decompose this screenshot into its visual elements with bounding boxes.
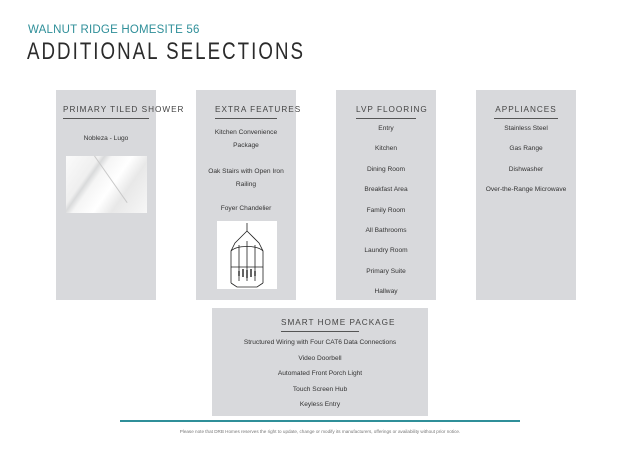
list-item: Keyless Entry (299, 401, 341, 409)
list-item: Automated Front Porch Light (277, 370, 363, 378)
page-title: ADDITIONAL SELECTIONS (27, 38, 306, 65)
footer-divider (120, 420, 520, 422)
card-lvp-flooring (336, 90, 436, 300)
card-title-appliances: APPLIANCES (494, 105, 558, 119)
list-item: Gas Range (509, 145, 543, 153)
list-item: Stainless Steel (504, 125, 548, 132)
disclaimer-note: Please note that DRB Homes reserves the right to update, change or modify its manufacturers, offerings or availability without prior notice. (179, 429, 461, 434)
homesite-subtitle: WALNUT RIDGE HOMESITE 56 (28, 24, 200, 36)
list-item: Entry (378, 125, 394, 132)
list-item: Kitchen (375, 145, 397, 153)
card-title-primary-tiled-shower: PRIMARY TILED SHOWER (63, 105, 149, 119)
chandelier-image (217, 221, 277, 289)
card-primary-tiled-shower (56, 90, 185, 300)
extra-feature-item: Oak Stairs with Open Iron Railing (208, 168, 284, 188)
appliances-list (476, 124, 576, 206)
list-item: Touch Screen Hub (292, 385, 348, 393)
extra-feature-item: Kitchen Convenience Package (214, 129, 278, 149)
list-item: Family Room (366, 206, 406, 214)
list-item: Over-the-Range Microwave (485, 186, 567, 194)
smart-home-list (212, 338, 428, 416)
list-item: Primary Suite (366, 267, 406, 275)
list-item: Video Doorbell (298, 354, 342, 362)
list-item: Dining Room (366, 165, 406, 173)
shower-selection-label: Nobleza - Lugo (83, 135, 129, 142)
card-appliances (476, 90, 576, 300)
list-item: Dishwasher (508, 165, 544, 173)
card-title-extra-features: EXTRA FEATURES (215, 105, 277, 119)
card-title-lvp-flooring: LVP FLOORING (356, 105, 416, 119)
list-item: Hallway (374, 288, 398, 296)
card-smart-home-package (212, 308, 428, 416)
list-item: Breakfast Area (364, 186, 408, 194)
card-title-smart-home-package: SMART HOME PACKAGE (281, 318, 359, 332)
marble-tile-swatch (66, 156, 147, 213)
extra-feature-item: Foyer Chandelier (220, 205, 272, 212)
list-item: All Bathrooms (365, 226, 407, 234)
lvp-flooring-list (336, 124, 436, 308)
card-extra-features (196, 90, 302, 300)
list-item: Structured Wiring with Four CAT6 Data Connections (243, 339, 397, 346)
list-item: Laundry Room (364, 247, 408, 255)
